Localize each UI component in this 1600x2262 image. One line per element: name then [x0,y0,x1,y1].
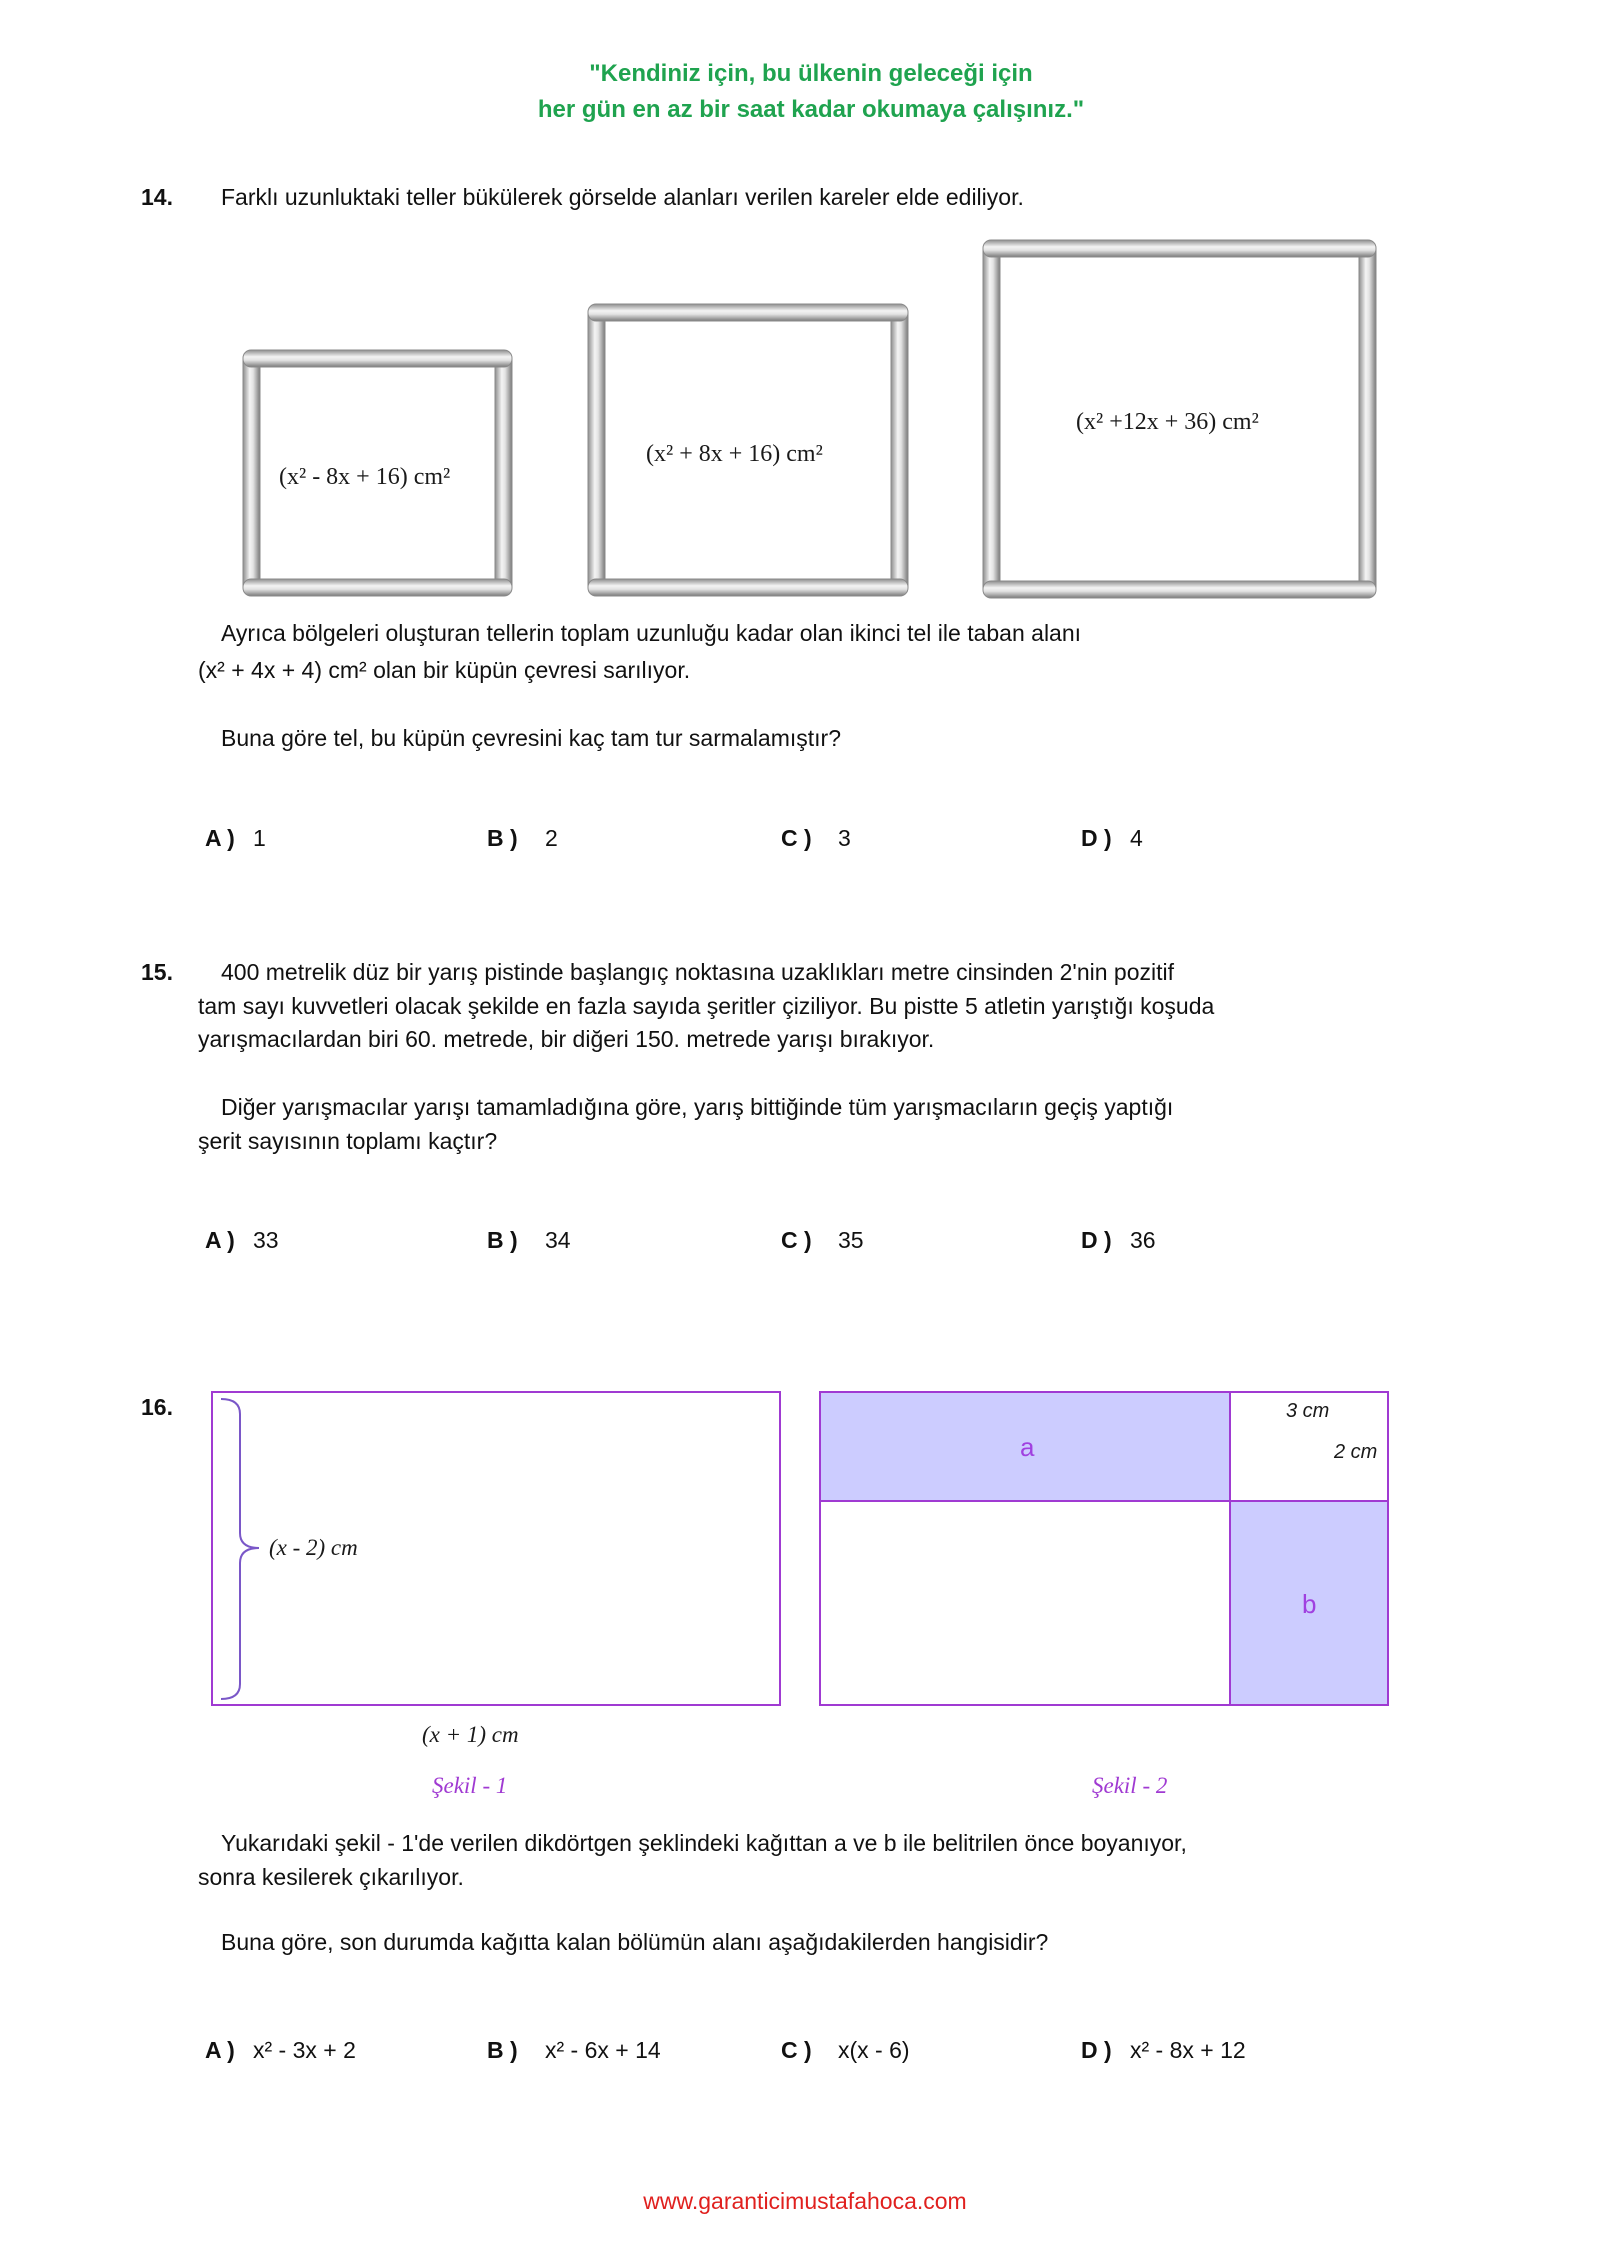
question-16-body-line-2: sonra kesilerek çıkarılıyor. [198,1864,464,1890]
question-16-body-line-1: Yukarıdaki şekil - 1'de verilen dikdörtgen şeklindeki kağıttan a ve b ile belitrilen önce boyanıyor, [221,1830,1187,1856]
option-d-value: 4 [1130,825,1143,851]
question-number-14: 14. [141,184,173,210]
option-d-letter: D ) [1081,1227,1112,1253]
option-c-value: x(x - 6) [838,2037,910,2063]
wire-tube-left [983,242,1000,596]
option-d-value: x² - 8x + 12 [1130,2037,1246,2063]
question-15-prompt-line-1: Diğer yarışmacılar yarışı tamamladığına göre, yarış bittiğinde tüm yarışmacıların geçiş yaptığı [221,1094,1174,1120]
wire-tube-top [588,304,908,321]
wire-tube-bottom [983,581,1376,598]
wire-tube-bottom [588,579,908,596]
brace-icon [215,1395,275,1705]
option-a-letter: A ) [205,1227,235,1253]
option-b-value: 34 [545,1227,571,1253]
wire-tube-left [243,352,260,594]
question-number-15: 15. [141,959,173,985]
divider-vertical [1229,1393,1231,1704]
dimension-side-label: 2 cm [1334,1441,1378,1463]
question-14-body-line-2: (x² + 4x + 4) cm² olan bir küpün çevresi sarılıyor. [198,657,691,683]
option-b-value: 2 [545,825,558,851]
wire-tube-right [495,352,512,594]
square-1-area-label: (x² - 8x + 16) cm² [279,464,451,490]
option-c-letter: C ) [781,1227,812,1253]
option-b-letter: B ) [487,2037,518,2063]
wire-tube-right [1359,242,1376,596]
option-d-letter: D ) [1081,2037,1112,2063]
wire-tube-left [588,306,605,594]
header-quote-line-2: her gün en az bir saat kadar okumaya çalışınız." [537,96,1085,123]
wire-tube-right [891,306,908,594]
option-b-letter: B ) [487,1227,518,1253]
option-a-value: 33 [253,1227,279,1253]
wire-squares-figure [0,0,1600,640]
figure-2-rectangle [819,1391,1389,1706]
dimension-top-label: 3 cm [1286,1400,1330,1422]
option-c-letter: C ) [781,2037,812,2063]
figure-2-caption: Şekil - 2 [1092,1773,1168,1798]
question-number-16: 16. [141,1394,173,1420]
option-c-value: 35 [838,1227,864,1253]
option-a-value: x² - 3x + 2 [253,2037,356,2063]
figure-1-bottom-label: (x + 1) cm [422,1722,519,1747]
option-a-letter: A ) [205,825,235,851]
question-15-prompt-line-2: şerit sayısının toplamı kaçtır? [198,1128,498,1154]
square-3-area-label: (x² +12x + 36) cm² [1076,409,1259,435]
question-15-body-line-2: tam sayı kuvvetleri olacak şekilde en fazla sayıda şeritler çiziliyor. Bu pistte 5 atletin yarıştığı koşuda [198,993,1215,1019]
figure-1-side-label: (x - 2) cm [269,1535,358,1560]
wire-tube-bottom [243,579,512,596]
wire-tube-top [983,240,1376,257]
question-14-body-line-1: Ayrıca bölgeleri oluşturan tellerin toplam uzunluğu kadar olan ikinci tel ile taban alanı [221,620,1082,646]
option-d-letter: D ) [1081,825,1112,851]
square-2-area-label: (x² + 8x + 16) cm² [646,441,823,467]
option-b-value: x² - 6x + 14 [545,2037,661,2063]
question-16-prompt: Buna göre, son durumda kağıtta kalan bölümün alanı aşağıdakilerden hangisidir? [221,1929,1049,1955]
option-b-letter: B ) [487,825,518,851]
figure-1-caption: Şekil - 1 [432,1773,508,1798]
header-quote-line-1: "Kendiniz için, bu ülkenin geleceği için [589,60,1033,87]
question-14-prompt: Buna göre tel, bu küpün çevresini kaç tam tur sarmalamıştır? [221,725,842,751]
option-d-value: 36 [1130,1227,1156,1253]
option-c-value: 3 [838,825,851,851]
footer-website-link: www.garanticimustafahoca.com [643,2188,967,2214]
region-a-label: a [1020,1432,1035,1462]
wire-tube-top [243,350,512,367]
divider-horizontal [821,1500,1387,1502]
question-15-body-line-1: 400 metrelik düz bir yarış pistinde başlangıç noktasına uzaklıkları metre cinsinden 2'nin pozitif [221,959,1174,985]
option-a-value: 1 [253,825,266,851]
question-14-intro: Farklı uzunluktaki teller bükülerek görselde alanları verilen kareler elde ediliyor. [221,184,1024,210]
option-c-letter: C ) [781,825,812,851]
region-b-label: b [1302,1589,1317,1619]
question-15-body-line-3: yarışmacılardan biri 60. metrede, bir diğeri 150. metrede yarışı bırakıyor. [198,1026,935,1052]
option-a-letter: A ) [205,2037,235,2063]
